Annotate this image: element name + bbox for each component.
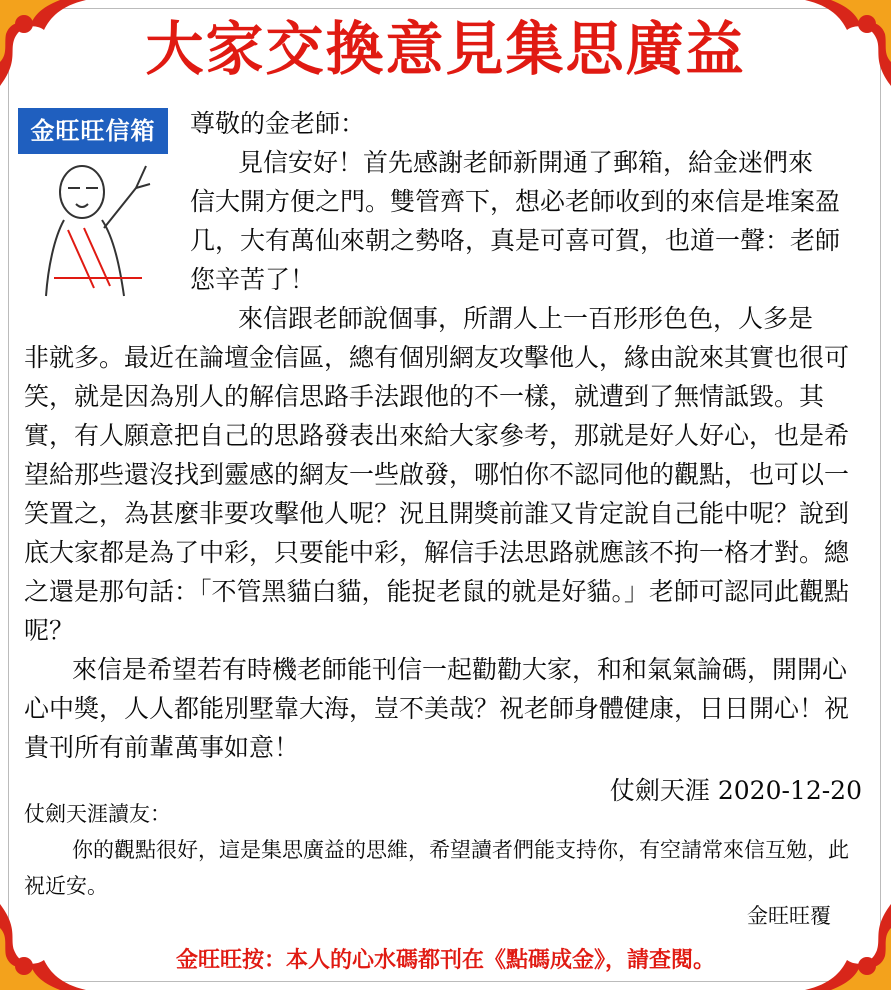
- reply-block: [24, 796, 864, 904]
- column-logo-label: 金旺旺信箱: [18, 108, 168, 154]
- letter-signature: 仗劍天涯 2020-12-20: [609, 776, 862, 805]
- letter-paragraph-3: 來信是希望若有時機老師能刊信一起勸勸大家，和和氣氣論碼，開開心心中獎，人人都能別墅靠大海，豈不美哉？祝老師身體健康，日日開心！祝貴刊所有前輩萬事如意！: [24, 655, 850, 762]
- letter-paragraph-2-lead: 來信跟老師說個事，所謂人上一百形形色色，人多是: [238, 304, 814, 333]
- editor-note: 金旺旺按：本人的心水碼都刊在《點碼成金》，請查閱。: [175, 947, 715, 973]
- letter-body: [24, 104, 864, 810]
- letter-paragraph-2: 非就多。最近在論壇金信區，總有個別網友攻擊他人，緣由說來其實也很可笑，就是因為別人的解信思路手法跟他的不一樣，就遭到了無情詆毀。其實，有人願意把自己的思路發表出來給大家參考，那就是好人好心，也是希望給那些還沒找到靈感的網友一些啟發，哪怕你不認同他的觀點，也可以一笑置之，為甚麼非要攻擊他人呢？況且開獎前誰又肯定說自己能中呢？說到底大家都是為了中彩，只要能中彩，解信手法思路就應該不拘一格才對。總之還是那句話：「不管黑貓白貓，能捉老鼠的就是好貓。」老師可認同此觀點呢？: [24, 343, 850, 645]
- reply-body: 你的觀點很好，這是集思廣益的思維，希望讀者們能支持你，有空請常來信互勉，此祝近安。: [24, 838, 849, 898]
- letter-paragraph-1: 信大開方便之門。雙管齊下，想必老師收到的來信是堆案盈几，大有萬仙來朝之勢咯，真是可喜可賀，也道一聲：老師您辛苦了！: [190, 187, 841, 294]
- letter-paragraph-1-lead: 見信安好！首先感謝老師新開通了郵箱，給金迷們來: [238, 148, 814, 177]
- reply-signature: 金旺旺覆: [747, 904, 831, 928]
- letter-salutation: 尊敬的金老師：: [190, 109, 366, 138]
- headline: 大家交換意見集思廣益: [145, 15, 746, 83]
- reply-salutation: 仗劍天涯讀友：: [24, 802, 171, 826]
